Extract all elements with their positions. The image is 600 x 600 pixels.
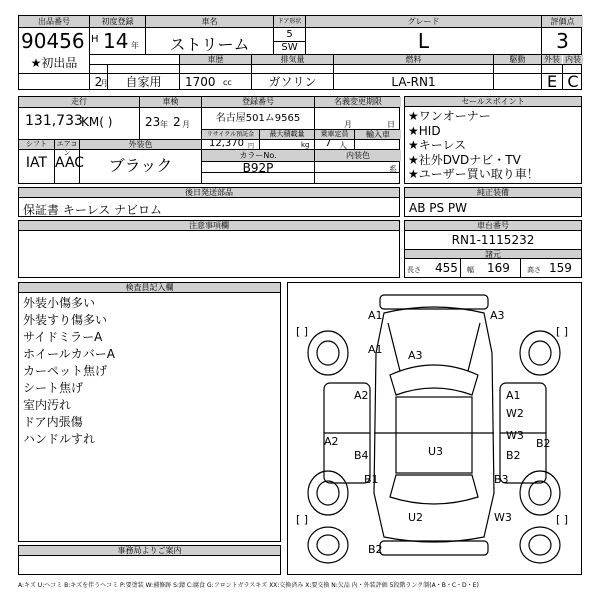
sales-item: ★ユーザー買い取り車！ [408,167,539,181]
shift: IAT [25,155,48,171]
genuine-text: AB PS PW [409,201,468,215]
sales-item: ★HID [408,123,441,138]
later-text: 保証書 キーレス ナビロム [23,203,163,217]
genuine-label: 純正装備 [405,188,581,198]
grade-label: グレード [306,16,541,27]
inspector-item: シート焦げ [23,381,84,395]
damage-mark: A1 [368,309,383,322]
genuine-equipment [404,187,582,217]
reg-label: 初度登録 [90,16,145,27]
ac: AAC [55,155,85,171]
damage-mark: A1 [368,343,383,356]
later-label: 後日発送部品 [19,188,399,198]
inspector-box [18,282,281,542]
displacement: 1700 [185,75,216,89]
recycle-label: リサイクル預託金 [202,130,259,139]
bracket-mark: [ ] [296,325,309,338]
damage-mark: B3 [494,473,509,486]
inspect-month: 2 [173,115,181,129]
damage-mark: A3 [490,309,505,322]
body-color: ブラック [108,156,173,175]
cc-label: 排気量 [252,55,333,64]
car-history: 自家用 [125,75,162,89]
inspect-label: 車検 [140,97,201,107]
int-label: 内装 [565,55,581,64]
color-label: 外装色 [80,140,201,149]
height-label: 高さ [527,266,541,274]
mileage-label: 走行 [19,97,139,107]
recycle-fee: 12,370 [209,138,244,149]
bracket-mark: [ ] [556,513,569,526]
sales-label: セールスポイント [405,97,581,107]
plate-label: 登録番号 [202,97,314,107]
score: 3 [556,29,569,53]
damage-mark: A3 [408,349,423,362]
mileage-unit: KM( ) [81,115,113,129]
expiry-month: 月 [344,120,352,129]
height: 159 [549,261,572,275]
length: 455 [435,261,458,275]
damage-mark: W3 [494,511,512,524]
shift-label: シフト [19,140,54,149]
expiry-label: 名義変更期限 [315,97,401,107]
width: 169 [487,261,510,275]
intcolor-label: 内装色 [315,150,401,161]
damage-mark: B1 [364,473,379,486]
grade: L [417,29,430,53]
damage-mark: B2 [368,543,383,556]
bracket-mark: [ ] [556,325,569,338]
inspector-item: 室内汚れ [23,398,72,412]
car-diagram-svg [288,283,581,574]
inspect-month-unit: 月 [182,120,190,129]
cc-unit: cc [223,78,232,87]
yen-unit: 円 [248,143,255,150]
sales-item: ★キーレス [408,138,467,152]
damage-mark: B2 [536,437,551,450]
score-label: 評価点 [542,16,583,27]
import-label: 輸入車 [355,130,401,139]
model: LA-RN1 [391,75,436,89]
fuel-label: 燃料 [334,55,493,64]
int-score: C [567,72,579,91]
ext-score: E [546,72,558,91]
damage-mark: B2 [506,449,521,462]
chassis-label: 車台番号 [405,221,581,231]
history-label: 車歴 [180,55,251,64]
later-parts [18,187,400,217]
car-name: ストリーム [169,35,250,54]
vehicle-table [18,96,400,184]
capacity: 7 [325,138,332,149]
capacity-unit: 人 [339,141,347,150]
notes-box [18,220,400,278]
ac-label: エアコン [56,140,78,157]
chassis-number: RN1-1115232 [451,233,535,247]
office-label: 事務局よりご案内 [19,546,280,556]
plate: 名古屋501ム9565 [215,113,301,124]
mileage: 131,733 [25,113,83,129]
chassis-box [404,220,582,278]
lot-label: 出品番号 [19,16,89,27]
kg-unit: kg [301,141,310,149]
damage-mark: B4 [354,449,369,462]
reg-month: 2 [94,75,103,89]
sales-points [404,96,582,184]
sales-item: ★ワンオーナー [408,109,491,123]
body-type: SW [274,41,305,53]
width-label: 幅 [467,266,474,274]
inspect-year: 23 [145,115,161,129]
ext-label: 外装 [544,55,560,64]
bracket-mark: [ ] [296,513,309,526]
color-number: B92P [242,161,274,175]
fuel: ガソリン [268,75,317,89]
era: H [91,34,99,45]
legend: A:キズ U:ヘコミ B:キズを伴うヘコミ P:要塗装 W:補修跡 S:錆 C:腐食 G:フロントガラスキズ XX:交換済み X:要交換 N:欠品 内・外装評価 5段階ランク制(A・B・C・D・E) [18,582,479,589]
inspector-label: 検査員記入欄 [19,283,280,293]
inspect-year-unit: 年 [160,120,168,129]
capacity-label: 乗車定員 [315,130,354,139]
damage-mark: U2 [408,511,424,524]
car-diagram [287,282,582,575]
notes-label: 注意事項欄 [19,221,399,231]
damage-mark: W3 [506,429,524,442]
header-table [18,15,582,90]
door-label: ドア形状 [274,16,305,27]
colorno-label: カラーNo. [202,150,314,161]
inspector-item: 外装小傷多い [23,296,96,310]
inspector-item: ドア内張傷 [23,415,83,429]
reg-year: 14 [103,29,129,53]
year-unit: 年 [131,41,139,50]
dims-label: 諸元 [405,249,581,259]
drive-label: 駆動 [494,55,541,64]
damage-mark: A1 [506,389,521,402]
first-listing: ★初出品 [30,56,78,70]
inspector-item: ホイールカバーA [23,347,115,361]
inspector-item: サイドミラーA [23,330,103,344]
intcolor-unit: 系 [389,165,397,174]
door-count: 5 [286,29,293,40]
expiry-day: 日 [387,120,395,129]
month-unit: 月 [100,79,108,88]
lot-number: 90456 [21,29,85,53]
damage-mark: A2 [354,389,369,402]
inspector-item: ハンドルすれ [23,432,96,446]
inspector-item: 外装すり傷多い [23,313,108,327]
damage-mark: W2 [506,407,524,420]
office-box [18,545,281,575]
damage-mark: A2 [324,435,339,448]
name-label: 車名 [146,16,273,27]
inspector-item: カーペット焦げ [23,364,108,378]
length-label: 長さ [407,266,421,274]
sales-item: ★社外DVDナビ・TV [408,152,521,167]
damage-mark: U3 [428,445,444,458]
load-label: 最大積載量 [260,130,314,139]
